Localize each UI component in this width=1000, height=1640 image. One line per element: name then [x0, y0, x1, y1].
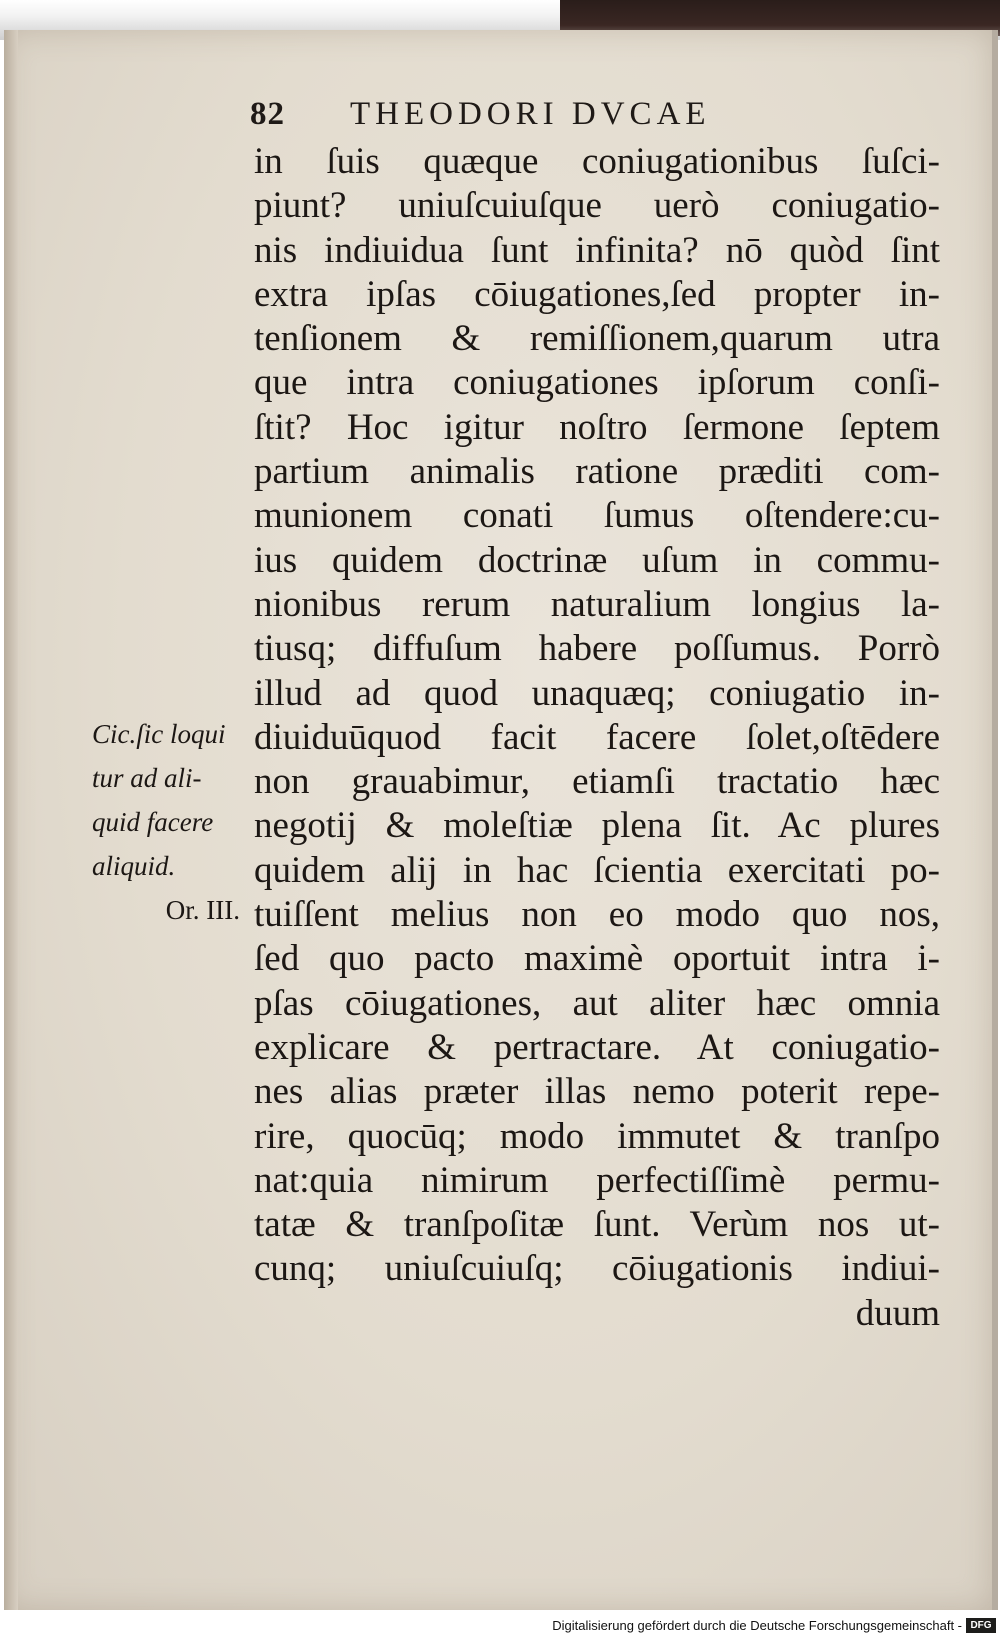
text-line: tiusq; diffuſum habere poſſumus. Porrò: [254, 628, 940, 670]
text-line: nionibus rerum naturalium longius la-: [254, 583, 940, 625]
text-line: ius quidem doctrinæ uſum in commu-: [254, 539, 940, 581]
marginal-line: aliquid.: [92, 851, 176, 881]
page-number: 82: [250, 96, 285, 132]
marginal-line: quid facere: [92, 807, 214, 837]
text-line: piunt? uniuſcuiuſque uerò coniugatio-: [254, 185, 940, 227]
text-line: tenſionem & remiſſionem,quarum utra: [254, 318, 940, 360]
catchword: duum: [855, 1292, 940, 1334]
marginal-reference: Or. III.: [165, 895, 240, 925]
text-line: illud ad quod unaquæq; coniugatio in-: [254, 672, 940, 714]
text-line: pſas cōiugationes, aut aliter hæc omnia: [254, 982, 940, 1024]
text-line: cunq; uniuſcuiuſq; cōiugationis indiui-: [254, 1248, 940, 1290]
text-line: in ſuis quæque coniugationibus ſuſci-: [254, 141, 940, 182]
text-line: nes alias præter illas nemo poterit repe-: [254, 1071, 940, 1113]
text-line: rire, quocūq; modo immutet & tranſpo: [254, 1115, 940, 1157]
running-head: [250, 96, 850, 133]
dfg-logo-icon: DFG: [966, 1618, 996, 1633]
text-line: quidem alij in hac ſcientia exercitati po-: [254, 849, 940, 891]
text-line: munionem conati ſumus oſtendere:cu-: [254, 495, 940, 537]
marginal-line: tur ad ali-: [92, 763, 202, 793]
text-line: tuiſſent melius non eo modo quo nos,: [254, 894, 940, 936]
body-text: [254, 140, 940, 1336]
text-line: partium animalis ratione præditi com-: [254, 451, 940, 493]
text-line: tatæ & tranſpoſitæ ſunt. Verùm nos ut-: [254, 1204, 940, 1246]
page-gutter-edge: [4, 30, 18, 1610]
footer-credit: Digitalisierung gefördert durch die Deutsche Forschungsgemeinschaft -: [552, 1618, 962, 1633]
text-line: extra ipſas cōiugationes,ſed propter in-: [254, 273, 940, 315]
text-line: ſtit? Hoc igitur noſtro ſermone ſeptem: [254, 406, 940, 448]
text-line: negotij & moleſtiæ plena ſit. Ac plures: [254, 805, 940, 847]
text-line: que intra coniugationes ipſorum conſi-: [254, 362, 940, 404]
text-line: nat:quia nimirum perfectiſſimè permu-: [254, 1159, 940, 1201]
text-line: non grauabimur, etiamſi tractatio hæc: [254, 761, 940, 803]
text-line: ſed quo pacto maximè oportuit intra i-: [254, 938, 940, 980]
text-line: nis indiuidua ſunt infinita? nō quòd ſint: [254, 229, 940, 271]
marginal-note: [92, 712, 252, 932]
text-line: explicare & pertractare. At coniugatio-: [254, 1026, 940, 1068]
running-title: THEODORI DVCAE: [350, 96, 711, 132]
marginal-line: Cic.ſic loqui: [92, 719, 226, 749]
text-line: diuiduūquod facit facere ſolet,oſtēdere: [254, 716, 940, 758]
